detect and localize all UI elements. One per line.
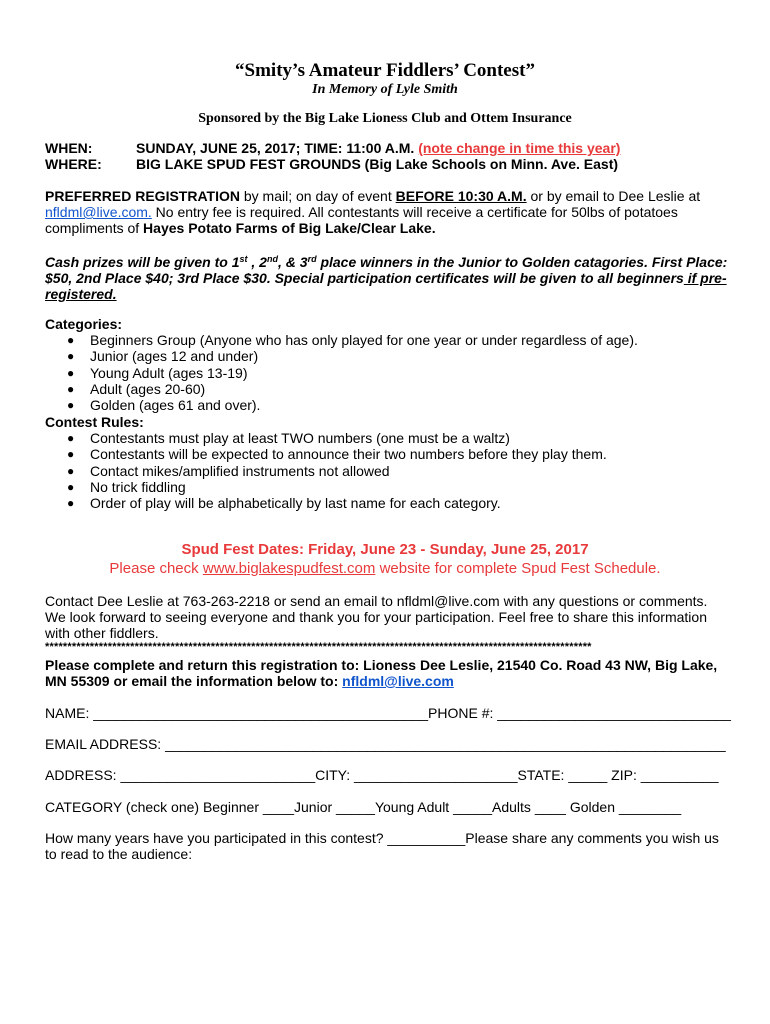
rules-heading: Contest Rules: [45,414,144,430]
prizes-text-d: place winners in the Junior to Golden catagories. First Place: [316,254,728,270]
bullet-icon: ● [67,479,75,494]
rules-list [45,430,607,511]
rule-text: Contestants will be expected to announce their two numbers before they play them. [90,446,607,463]
prizes-text-b: , 2 [247,254,267,270]
return-line-2 [45,673,454,689]
comments-prompt-line: to read to the audience: [45,846,193,862]
category-adult: Adult (ages 20-60) [90,380,206,397]
registration-text-2: or by email to Dee Leslie at [526,188,701,204]
categories-list [45,332,638,413]
preferred-registration-label: PREFERRED REGISTRATION [45,188,240,204]
prizes-if-preregistered: if pre- [683,270,727,286]
sponsor-line: Sponsored by the Big Lake Lioness Club and Ottem Insurance [198,111,572,126]
registration-email-link[interactable]: nfldml@live.com. [45,204,152,220]
contact-line-2: We look forward to seeing everyone and thank you for your participation. Feel free to share this information [45,609,707,625]
where-value: BIG LAKE SPUD FEST GROUNDS (Big Lake Schools on Minn. Ave. East) [136,156,619,172]
rule-text: Contact mikes/amplified instruments not allowed [90,462,390,479]
list-item [45,365,638,381]
deadline-text: BEFORE 10:30 A.M. [395,188,527,204]
memorial-subtitle: In Memory of Lyle Smith [312,82,458,97]
list-item [45,446,607,462]
rule-text: Order of play will be alphabetically by last name for each category. [90,495,501,512]
spudfest-check-post: website for complete Spud Fest Schedule. [375,560,661,577]
return-email-link[interactable]: nfldml@live.com [342,673,454,689]
bullet-icon: ● [67,398,75,413]
list-item [45,381,638,397]
email-address-field-line[interactable]: EMAIL ADDRESS: ________________________________________________________________________ [45,736,726,752]
rule-text: No trick fiddling [90,478,186,495]
registration-text-1: by mail; on day of event [239,188,396,204]
registration-text-3: No entry fee is required. All contestants will receive a certificate for 50lbs of potatoes [151,204,678,220]
address-field-line[interactable]: ADDRESS: _________________________CITY: _____________________STATE: _____ ZIP: __________ [45,767,719,783]
bullet-icon: ● [67,349,75,364]
asterisk-divider: ************************************************************************************************************************** [45,641,592,653]
bullet-icon: ● [67,463,75,478]
spudfest-dates: Spud Fest Dates: Friday, June 23 - Sunday, June 25, 2017 [181,541,589,558]
registration-text-4: compliments of [45,220,144,236]
prizes-sup-3: rd [307,254,317,264]
list-item [45,463,607,479]
list-item [45,430,607,446]
category-beginners: Beginners Group (Anyone who has only played for one year or under regardless of age). [90,332,638,348]
category-check-line[interactable]: CATEGORY (check one) Beginner ____Junior _____Young Adult _____Adults ____ Golden ________ [45,799,682,815]
registration-line-3 [45,220,436,236]
contact-line-3: with other fiddlers. [45,625,159,641]
list-item [45,495,607,511]
bullet-icon: ● [67,447,75,462]
prizes-line-2 [45,270,727,286]
list-item [45,348,638,364]
where-label: WHERE: [45,156,102,172]
prizes-text-e: $50, 2nd Place $40; 3rd Place $30. Special participation certificates will be given to all beginners [45,270,684,286]
prizes-sup-1: st [239,254,248,264]
list-item [45,397,638,413]
name-phone-field-line[interactable]: NAME: ___________________________________________PHONE #: ______________________________ [45,705,731,721]
return-text: MN 55309 or email the information below to: [45,673,343,689]
bullet-icon: ● [67,333,75,347]
categories-heading: Categories: [45,316,123,332]
spudfest-schedule-line [0,560,770,578]
prizes-sup-2: nd [266,254,278,264]
category-young-adult: Young Adult (ages 13-19) [90,364,248,381]
category-junior: Junior (ages 12 and under) [90,348,259,365]
category-golden: Golden (ages 61 and over). [90,397,261,414]
prizes-line-1 [45,254,727,270]
potato-farm-name: Hayes Potato Farms of Big Lake/Clear Lake. [143,220,436,236]
return-line-1: Please complete and return this registration to: Lioness Dee Leslie, 21540 Co. Road 43 NW, Big Lake, [45,657,718,673]
time-change-note: (note change in time this year) [418,140,621,156]
page-title: “Smity’s Amateur Fiddlers’ Contest” [235,60,535,81]
contact-line-1: Contact Dee Leslie at 763-263-2218 or send an email to nfldml@live.com with any questions or comments. [45,593,708,609]
prizes-text-c: , & 3 [277,254,308,270]
spudfest-check-pre: Please check [109,560,203,577]
bullet-icon: ● [67,431,75,445]
bullet-icon: ● [67,381,75,396]
years-participated-line[interactable]: How many years have you participated in this contest? __________Please share any comments you wish us [45,830,719,846]
when-value: SUNDAY, JUNE 25, 2017; TIME: 11:00 A.M. [136,140,415,156]
rule-text: Contestants must play at least TWO numbers (one must be a waltz) [90,430,510,446]
bullet-icon: ● [67,365,75,380]
registration-line-2 [45,204,678,220]
when-line [136,140,620,156]
when-label: WHEN: [45,140,93,156]
spudfest-website-link[interactable]: www.biglakespudfest.com [202,560,376,577]
prizes-line-3: registered. [45,286,117,302]
list-item [45,479,607,495]
registration-line-1 [45,188,700,204]
prizes-text-a: Cash prizes will be given to 1 [45,254,240,270]
list-item [45,332,638,348]
bullet-icon: ● [67,496,75,511]
